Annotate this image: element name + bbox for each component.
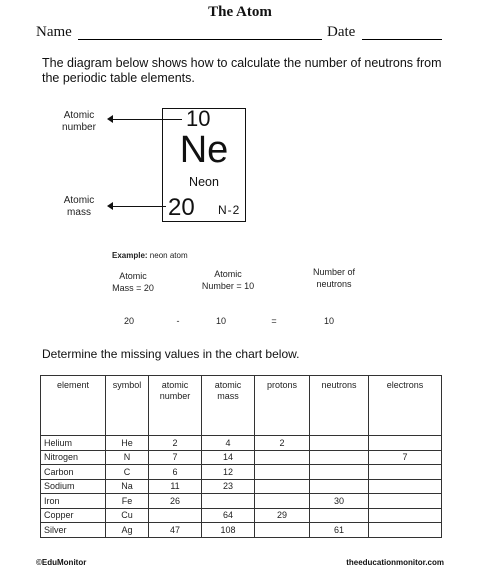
table-cell[interactable] (369, 479, 442, 494)
table-cell[interactable] (202, 494, 255, 509)
table-cell[interactable] (149, 508, 202, 523)
footer-website[interactable]: theeducationmonitor.com (346, 558, 444, 567)
table-row (41, 508, 442, 523)
col-header-neutrons: neutrons (310, 376, 369, 436)
table-cell: 47 (149, 523, 202, 538)
table-cell: 61 (310, 523, 369, 538)
table-cell: 30 (310, 494, 369, 509)
table-row (41, 523, 442, 538)
table-cell: Na (106, 479, 149, 494)
table-cell: N (106, 450, 149, 465)
table-cell[interactable] (369, 508, 442, 523)
table-cell[interactable] (255, 450, 310, 465)
name-line[interactable] (78, 25, 322, 40)
table-cell: He (106, 436, 149, 451)
table-cell: Cu (106, 508, 149, 523)
table-cell: Ag (106, 523, 149, 538)
table-header-row (41, 376, 442, 436)
table-row (41, 465, 442, 480)
table-cell[interactable] (255, 523, 310, 538)
table-cell[interactable] (369, 465, 442, 480)
table-cell[interactable] (310, 465, 369, 480)
table-cell: C (106, 465, 149, 480)
table-cell: Carbon (41, 465, 106, 480)
atomic-number-label: Atomic number (62, 110, 96, 133)
table-cell: Nitrogen (41, 450, 106, 465)
table-row (41, 494, 442, 509)
tile-atomic-number: 10 (186, 106, 211, 131)
intro-text: The diagram below shows how to calculate the number of neutrons from the periodic table elements. (42, 56, 442, 85)
tile-name: Neon (189, 175, 219, 189)
table-cell: 6 (149, 465, 202, 480)
table-cell[interactable] (255, 479, 310, 494)
arrow-line (112, 206, 166, 207)
table-cell: 7 (149, 450, 202, 465)
date-label: Date (327, 24, 356, 40)
table-cell[interactable] (255, 465, 310, 480)
tile-atomic-mass: 20 (168, 194, 195, 221)
table-cell: 12 (202, 465, 255, 480)
example-op-equals: = (271, 316, 277, 326)
atom-chart (40, 375, 442, 538)
table-cell[interactable] (310, 436, 369, 451)
table-cell: 108 (202, 523, 255, 538)
table-cell: Helium (41, 436, 106, 451)
table-cell[interactable]: 2 (255, 436, 310, 451)
table-cell: Sodium (41, 479, 106, 494)
table-cell[interactable] (310, 479, 369, 494)
date-line[interactable] (362, 25, 442, 40)
col-header-protons: protons (255, 376, 310, 436)
table-cell: 64 (202, 508, 255, 523)
table-cell[interactable] (369, 494, 442, 509)
table-cell: Iron (41, 494, 106, 509)
table-cell: Silver (41, 523, 106, 538)
example-col2-label: Atomic Number = 10 (201, 269, 255, 291)
table-cell: 4 (202, 436, 255, 451)
example-val1: 20 (123, 316, 134, 326)
page-title: The Atom (208, 4, 272, 20)
table-cell: 11 (149, 479, 202, 494)
table-cell[interactable] (310, 508, 369, 523)
table-cell: Copper (41, 508, 106, 523)
table-cell: 14 (202, 450, 255, 465)
tile-formula: N-2 (218, 203, 241, 217)
table-cell: Fe (106, 494, 149, 509)
table-cell: 26 (149, 494, 202, 509)
table-cell[interactable] (255, 494, 310, 509)
col-header-symbol: symbol (106, 376, 149, 436)
col-header-atomic-number: atomic number (149, 376, 202, 436)
footer-copyright: ©EduMonitor (36, 558, 87, 567)
atomic-mass-label: Atomic mass (63, 195, 95, 218)
table-row (41, 436, 442, 451)
table-cell: 29 (255, 508, 310, 523)
example-heading: Example: neon atom (112, 251, 188, 260)
table-cell: 2 (149, 436, 202, 451)
table-row (41, 479, 442, 494)
table-cell[interactable] (369, 436, 442, 451)
table-cell: 23 (202, 479, 255, 494)
col-header-element: element (41, 376, 106, 436)
name-label: Name (36, 24, 72, 40)
table-cell[interactable] (310, 450, 369, 465)
example-val2: 10 (215, 316, 226, 326)
example-col1-label: Atomic Mass = 20 (112, 271, 154, 293)
example-op-minus: - (176, 316, 180, 326)
tile-symbol: Ne (179, 129, 229, 171)
col-header-atomic-mass: atomic mass (202, 376, 255, 436)
table-row (41, 450, 442, 465)
table-cell: 7 (369, 450, 442, 465)
example-val3: 10 (323, 316, 334, 326)
col-header-electrons: electrons (369, 376, 442, 436)
example-col3-label: Number of neutrons (312, 267, 356, 289)
table-cell[interactable] (369, 523, 442, 538)
chart-instructions: Determine the missing values in the chart below. (42, 347, 300, 361)
